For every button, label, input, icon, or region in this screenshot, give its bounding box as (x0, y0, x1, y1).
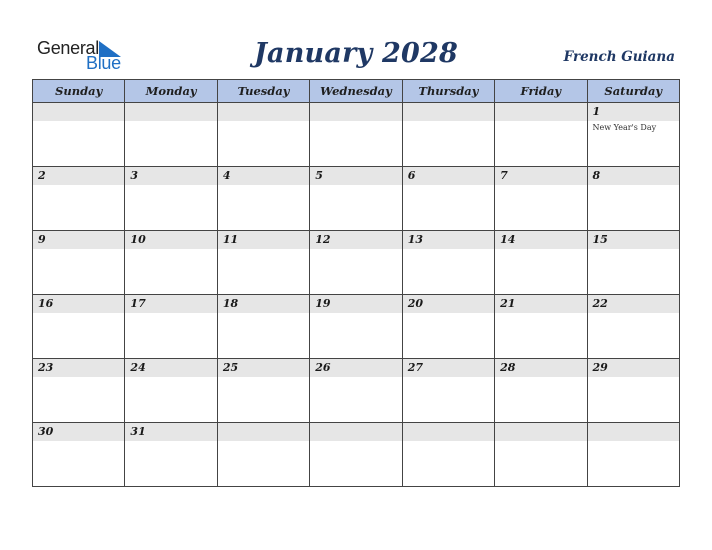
day-number: 19 (315, 297, 331, 310)
day-cell (125, 423, 217, 487)
week-row (33, 423, 680, 487)
day-number: 22 (592, 297, 608, 310)
day-number-bar (125, 103, 216, 121)
day-number: 1 (592, 105, 601, 118)
week-row (33, 103, 680, 167)
week-row (33, 295, 680, 359)
day-cell (587, 167, 679, 231)
day-number: 30 (38, 425, 54, 438)
day-cell (125, 167, 217, 231)
day-number: 11 (222, 233, 239, 246)
day-cell (587, 231, 679, 295)
day-cell (310, 359, 402, 423)
day-cell (33, 423, 125, 487)
day-cell (217, 423, 309, 487)
day-cell (495, 103, 587, 167)
day-number: 17 (130, 297, 146, 310)
day-number-bar (218, 231, 309, 249)
day-number: 8 (592, 169, 601, 182)
day-cell (587, 423, 679, 487)
day-number: 25 (222, 361, 239, 374)
weekday-header: Saturday (587, 80, 679, 103)
day-number-bar (588, 423, 679, 441)
day-cell (217, 103, 309, 167)
calendar-title: January 2028 (254, 38, 458, 69)
logo-text-blue: Blue (86, 53, 121, 73)
day-number: 6 (407, 169, 416, 182)
day-number-bar (403, 423, 494, 441)
weekday-header-row (33, 80, 680, 103)
day-cell (217, 231, 309, 295)
day-number: 15 (592, 233, 608, 246)
day-number: 29 (592, 361, 608, 374)
day-cell (402, 359, 494, 423)
day-number-bar (588, 103, 679, 121)
day-number-bar (310, 231, 401, 249)
day-number-bar (218, 295, 309, 313)
day-number: 4 (222, 169, 231, 182)
weekday-header: Friday (495, 80, 587, 103)
day-number-bar (403, 295, 494, 313)
day-cell (495, 359, 587, 423)
day-number-bar (218, 359, 309, 377)
day-number-bar (125, 423, 216, 441)
day-cell (310, 103, 402, 167)
day-number: 21 (500, 297, 516, 310)
day-cell (310, 231, 402, 295)
day-cell (217, 295, 309, 359)
day-number: 3 (130, 169, 139, 182)
day-number: 7 (500, 169, 508, 182)
day-number: 28 (500, 361, 516, 374)
day-cell (495, 295, 587, 359)
day-number-bar (495, 167, 586, 185)
day-cell (587, 359, 679, 423)
day-cell (217, 359, 309, 423)
logo-text-general: General (37, 38, 99, 58)
day-number-bar (495, 103, 586, 121)
day-cell (33, 359, 125, 423)
day-number-bar (310, 167, 401, 185)
day-cell (33, 167, 125, 231)
day-cell (495, 167, 587, 231)
day-number-bar (310, 295, 401, 313)
day-cell (587, 103, 679, 167)
day-number-bar (218, 103, 309, 121)
day-number-bar (218, 423, 309, 441)
day-cell (125, 231, 217, 295)
week-row (33, 359, 680, 423)
day-number: 26 (315, 361, 331, 374)
day-cell (125, 103, 217, 167)
day-number: 9 (38, 233, 46, 246)
week-row (33, 167, 680, 231)
day-cell (125, 359, 217, 423)
day-number: 12 (315, 233, 331, 246)
day-number-bar (33, 231, 124, 249)
day-number-bar (495, 231, 586, 249)
region-name: French Guiana (563, 49, 675, 65)
day-number-bar (310, 423, 401, 441)
weekday-header: Wednesday (310, 80, 402, 103)
day-number: 16 (38, 297, 54, 310)
day-number: 20 (407, 297, 423, 310)
day-number-bar (588, 359, 679, 377)
day-number-bar (33, 359, 124, 377)
day-cell (402, 295, 494, 359)
day-number-bar (495, 423, 586, 441)
day-number: 5 (315, 169, 323, 182)
week-row (33, 231, 680, 295)
day-number-bar (403, 167, 494, 185)
day-cell (402, 103, 494, 167)
day-cell (402, 231, 494, 295)
day-number: 14 (500, 233, 516, 246)
day-number-bar (588, 167, 679, 185)
day-number-bar (33, 167, 124, 185)
day-cell (310, 167, 402, 231)
day-number-bar (33, 423, 124, 441)
day-number-bar (495, 359, 586, 377)
day-number-bar (125, 231, 216, 249)
day-number-bar (218, 167, 309, 185)
day-number: 13 (407, 233, 423, 246)
day-number-bar (403, 103, 494, 121)
day-cell (402, 167, 494, 231)
day-number: 27 (407, 361, 423, 374)
day-number-bar (33, 103, 124, 121)
day-cell (587, 295, 679, 359)
calendar-grid (32, 79, 680, 487)
day-number: 2 (38, 169, 46, 182)
day-number-bar (588, 231, 679, 249)
day-number-bar (310, 359, 401, 377)
day-cell (310, 423, 402, 487)
holiday-label: New Year's Day (592, 123, 657, 132)
weekday-header: Monday (125, 80, 217, 103)
day-cell (402, 423, 494, 487)
day-cell (33, 103, 125, 167)
weekday-header: Tuesday (217, 80, 309, 103)
day-number: 10 (130, 233, 146, 246)
day-cell (495, 423, 587, 487)
day-number: 24 (130, 361, 146, 374)
day-number-bar (125, 359, 216, 377)
day-number-bar (403, 231, 494, 249)
day-cell (33, 295, 125, 359)
day-cell (310, 295, 402, 359)
day-number: 31 (130, 425, 146, 438)
weekday-header: Sunday (33, 80, 125, 103)
weekday-header: Thursday (402, 80, 494, 103)
day-number: 23 (38, 361, 54, 374)
day-cell (33, 231, 125, 295)
day-number-bar (33, 295, 124, 313)
day-cell (217, 167, 309, 231)
day-number-bar (495, 295, 586, 313)
day-cell (125, 295, 217, 359)
day-number-bar (125, 295, 216, 313)
day-number-bar (125, 167, 216, 185)
day-number-bar (310, 103, 401, 121)
day-number-bar (588, 295, 679, 313)
day-number: 18 (222, 297, 239, 310)
day-cell (495, 231, 587, 295)
day-number-bar (403, 359, 494, 377)
